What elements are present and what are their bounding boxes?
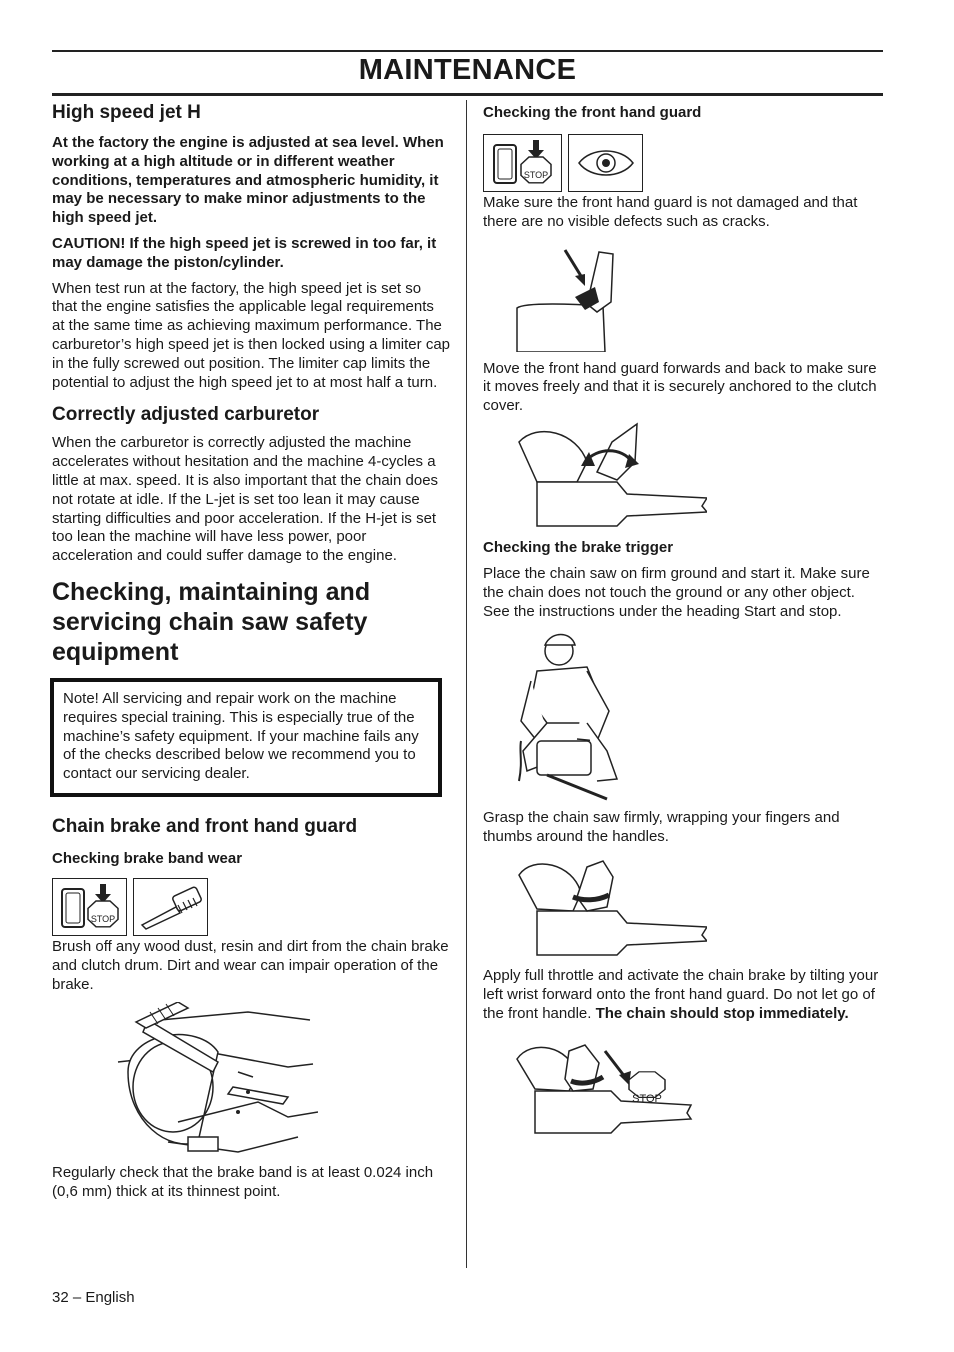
paragraph-make-sure: Make sure the front hand guard is not damaged and that there are no visible defects such as cracks. [483, 194, 858, 230]
paragraph-apply-throttle [483, 967, 883, 1023]
eye-inspect-icon [568, 134, 643, 192]
engine-off-stop-icon [483, 134, 562, 192]
stop-label: STOP [523, 170, 548, 180]
icon-row-front-guard [483, 134, 883, 192]
engine-off-stop-icon [52, 878, 127, 936]
front-guard-damage-illustration [515, 242, 883, 352]
heading-checking-safety-equipment: Checking, maintaining and servicing chain saw safety equipment [52, 577, 371, 666]
paragraph-grasp: Grasp the chain saw firmly, wrapping your fingers and thumbs around the handles. [483, 809, 840, 846]
brush-icon [133, 878, 208, 936]
column-divider [466, 100, 467, 1268]
apply-bold-text: The chain should stop immediately. [595, 1004, 849, 1022]
header-rule-top [52, 50, 883, 52]
heading-correct-carburetor: Correctly adjusted carburetor [52, 404, 320, 426]
apply-text: Apply full throttle and activate the chain brake by tilting your left wrist forward onto the front hand guard. Do not let go of the front handle. [483, 966, 879, 1022]
note-text: Note! All servicing and repair work on the machine requires special training. This is especially true of the machine’s safety equipment. If your machine fails any of the checks described below we recommend you to contact our servicing dealer. [63, 689, 419, 783]
paragraph-test-run: When test run at the factory, the high speed jet is set so that the engine satisfies the applicable legal requirements at the same time as achieving maximum performance. The carburetor’s high speed jet is then locked using a limiter cap in the fully screwed out position. The limiter cap limits the potential to adjust the high speed jet to at most half a turn. [52, 279, 450, 391]
chain-brake-stop-illustration [515, 1039, 883, 1139]
paragraph-factory-adjustment: At the factory the engine is adjusted at sea level. When working at a high altitude or in different weather conditions, temperatures and atmospheric humidity, it may be necessary to make minor adjustments to the high speed jet. [52, 134, 444, 227]
paragraph-regularly-check: Regularly check that the brake band is at least 0.024 inch (0,6 mm) thick at its thinnest point. [52, 1164, 434, 1201]
heading-brake-trigger: Checking the brake trigger [483, 538, 674, 556]
grasp-handles-illustration [517, 857, 883, 957]
paragraph-carburetor: When the carburetor is correctly adjusted the machine accelerates without hesitation and the machine 4-cycles a little at max. speed. It is also important that the chain does not rotate at idle. If the L-jet is set too lean it may cause starting difficulties and poor acceleration. If the H-jet is set too lean the machine will have less power, poor acceleration and could suffer damage to the engine. [52, 434, 439, 565]
heading-high-speed-jet: High speed jet H [52, 102, 201, 123]
note-box [50, 678, 442, 797]
paragraph-brush-off: Brush off any wood dust, resin and dirt from the chain brake and clutch drum. Dirt and wear can impair operation of the brake. [52, 937, 449, 993]
icon-row-band-wear [52, 878, 450, 936]
paragraph-caution: CAUTION! If the high speed jet is screwed in too far, it may damage the piston/cylinder. [52, 234, 437, 271]
stop-label: STOP [90, 913, 115, 924]
brake-band-illustration [88, 1002, 450, 1162]
heading-chain-brake: Chain brake and front hand guard [52, 815, 358, 837]
heading-brake-band-wear: Checking brake band wear [52, 849, 243, 867]
header-rule-bottom [52, 93, 883, 96]
right-column [483, 100, 883, 1139]
guard-movement-illustration [517, 422, 883, 534]
stop-label: STOP [632, 1093, 662, 1106]
paragraph-place-saw: Place the chain saw on firm ground and start it. Make sure the chain does not touch the ground or any other object. See the instructions under the heading Start and stop. [483, 564, 870, 620]
operator-kneeling-illustration [517, 631, 883, 801]
page-title: MAINTENANCE [358, 54, 577, 86]
heading-front-hand-guard: Checking the front hand guard [483, 104, 702, 121]
left-column [52, 100, 450, 1202]
page-footer: 32 – English [52, 1289, 135, 1306]
paragraph-move-guard: Move the front hand guard forwards and back to make sure it moves freely and that it is securely anchored to the clutch cover. [483, 359, 877, 415]
